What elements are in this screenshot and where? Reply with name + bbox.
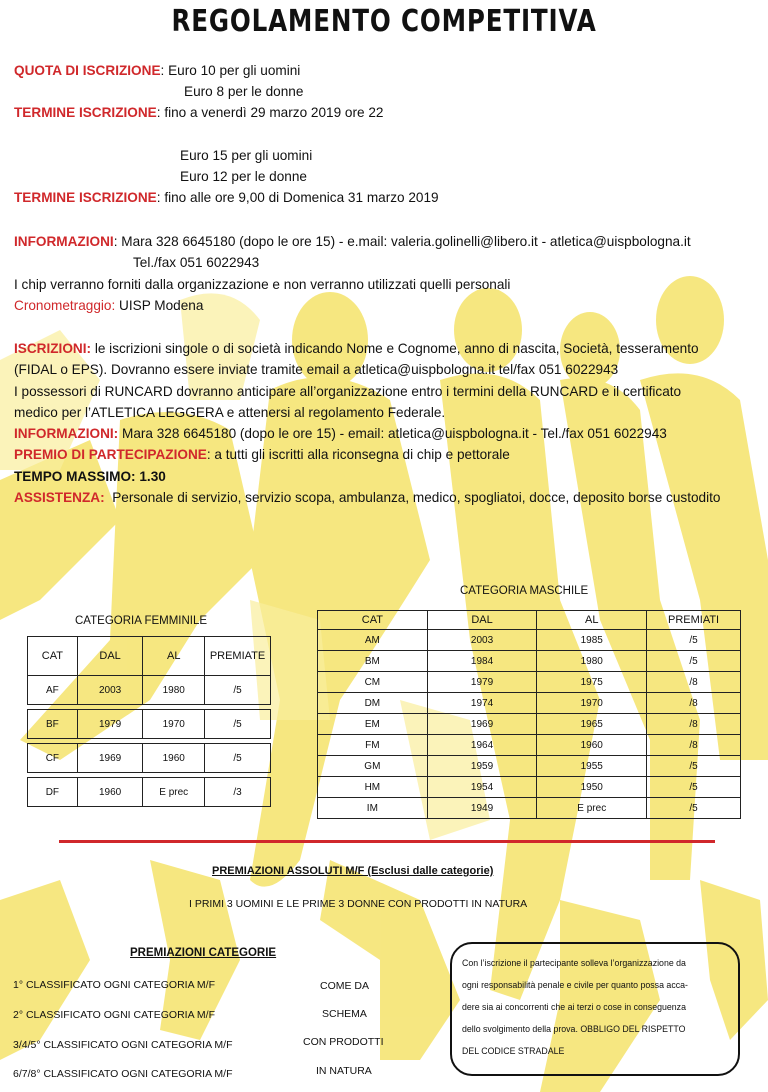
table-row [318,714,741,735]
crono-label: Cronometraggio: [14,298,116,313]
termine2-label: TERMINE ISCRIZIONE [14,190,157,205]
cell: 2003 [77,676,143,705]
cell: E prec [537,798,647,819]
iscrizioni-text1: le iscrizioni singole o di società indicando Nome e Cognome, anno di nascita, Società, tesseramento [94,341,699,356]
cell: 1964 [427,735,537,756]
iscrizioni-line2: (FIDAL o EPS). Dovranno essere inviate tramite email a atletica@uispbologna.it tel/fax 051 6022943 [14,362,619,377]
table-row [318,756,741,777]
page-title: REGOLAMENTO COMPETITIVA [171,4,597,39]
quota-men-line: QUOTA DI ISCRIZIONE: Euro 10 per gli uomini [14,63,301,78]
disclaimer-box [450,942,740,1076]
info1-label: INFORMAZIONI [14,234,114,249]
cell: 1980 [537,651,647,672]
cell: /5 [647,756,741,777]
cell: /5 [647,777,741,798]
cell: 1979 [427,672,537,693]
cell: /8 [647,735,741,756]
table-row [318,630,741,651]
cell: 1949 [427,798,537,819]
header-al: AL [143,637,205,676]
tempo-massimo: TEMPO MASSIMO: 1.30 [14,469,166,484]
cell: 1980 [143,676,205,705]
header-dal: DAL [427,611,537,630]
disclaimer-line: Con l’iscrizione il partecipante solleva l’organizzazione da [462,958,686,968]
premio-label: PREMIO DI PARTECIPAZIONE [14,447,207,462]
late-men: Euro 15 per gli uomini [180,148,313,163]
cell: 1970 [537,693,647,714]
premio-line: PREMIO DI PARTECIPAZIONE: a tutti gli iscritti alla riconsegna di chip e pettorale [14,447,510,462]
categorie-item: 6/7/8° CLASSIFICATO OGNI CATEGORIA M/F [13,1068,233,1080]
cell: 1960 [537,735,647,756]
header-cat: CAT [28,637,78,676]
chip-text: I chip verranno forniti dalla organizzazione e non verranno utilizzati quelli personali [14,277,511,292]
femminile-table [27,636,271,807]
iscrizioni-label: ISCRIZIONI: [14,341,92,356]
quota-label: QUOTA DI ISCRIZIONE [14,63,161,78]
categorie-item: 2° CLASSIFICATO OGNI CATEGORIA M/F [13,1009,215,1021]
categorie-right-4: IN NATURA [316,1065,372,1077]
cell: 1960 [77,778,143,807]
categorie-right-3: CON PRODOTTI [303,1036,384,1048]
header-premiati: PREMIATI [647,611,741,630]
cell: CF [28,744,78,773]
assistenza-label: ASSISTENZA: [14,490,105,505]
header-premiate: PREMIATE [205,637,271,676]
info1-text: Mara 328 6645180 (dopo le ore 15) - e.mail: valeria.golinelli@libero.it - atletica@uispbologna.it [121,234,691,249]
table-row [28,778,271,807]
categorie-item: 1° CLASSIFICATO OGNI CATEGORIA M/F [13,979,215,991]
cell: 1954 [427,777,537,798]
cell: 1960 [143,744,205,773]
cell: 2003 [427,630,537,651]
termine2-text: fino alle ore 9,00 di Domenica 31 marzo 2019 [164,190,439,205]
red-divider [59,840,715,843]
cell: /5 [205,744,271,773]
cell: 1969 [427,714,537,735]
late-women: Euro 12 per le donne [180,169,307,184]
info1-line: INFORMAZIONI: Mara 328 6645180 (dopo le ore 15) - e.mail: valeria.golinelli@libero.it - atletica@uispbologna.it [14,234,691,249]
femminile-caption: CATEGORIA FEMMINILE [75,615,208,627]
iscrizioni-line1 [14,340,699,358]
table-row [318,672,741,693]
assistenza-text: Personale di servizio, servizio scopa, ambulanza, medico, spogliatoi, docce, deposito borse custodito [112,490,721,505]
disclaimer-line: ogni responsabilità penale e civile per quanto possa acca- [462,980,688,990]
cell: CM [318,672,428,693]
cell: 1984 [427,651,537,672]
cell: /3 [205,778,271,807]
table-row [318,651,741,672]
premio-text: a tutti gli iscritti alla riconsegna di chip e pettorale [214,447,510,462]
table-header-row [318,611,741,630]
cell: GM [318,756,428,777]
cell: /5 [647,630,741,651]
termine1-label: TERMINE ISCRIZIONE [14,105,157,120]
cell: EM [318,714,428,735]
crono-value: UISP Modena [119,298,204,313]
cell: DM [318,693,428,714]
table-row [28,676,271,705]
table-row [28,710,271,739]
header-al: AL [537,611,647,630]
cell: E prec [143,778,205,807]
iscrizioni-line3: I possessori di RUNCARD dovranno anticipare all’organizzazione entro i termini della RUNCARD e il certificato [14,384,682,399]
header-dal: DAL [77,637,143,676]
iscrizioni-line4: medico per l’ATLETICA LEGGERA e attenersi al regolamento Federale. [14,405,446,420]
cell: BF [28,710,78,739]
assoluti-title: PREMIAZIONI ASSOLUTI M/F (Esclusi dalle categorie) [212,865,494,877]
termine1-text: fino a venerdì 29 marzo 2019 ore 22 [164,105,384,120]
cell: 1970 [143,710,205,739]
crono-line [14,297,203,315]
table-row [318,735,741,756]
disclaimer-line: dello svolgimento della prova. OBBLIGO DEL RISPETTO [462,1024,686,1034]
cell: AM [318,630,428,651]
cell: HM [318,777,428,798]
disclaimer-line: DEL CODICE STRADALE [462,1046,565,1056]
cell: /5 [205,676,271,705]
cell: 1959 [427,756,537,777]
table-row [28,744,271,773]
cell: BM [318,651,428,672]
info2-label: INFORMAZIONI: [14,426,119,441]
table-row [318,693,741,714]
cell: IM [318,798,428,819]
cell: /5 [647,651,741,672]
categorie-title: PREMIAZIONI CATEGORIE [130,947,277,959]
categorie-right-2: SCHEMA [322,1008,367,1020]
cell: 1965 [537,714,647,735]
cell: DF [28,778,78,807]
info1-tel: Tel./fax 051 6022943 [133,255,260,270]
cell: 1974 [427,693,537,714]
cell: /5 [205,710,271,739]
cell: AF [28,676,78,705]
assistenza-line [14,489,720,507]
info2-text: Mara 328 6645180 (dopo le ore 15) - email: atletica@uispbologna.it - Tel./fax 051 6022943 [122,426,667,441]
table-row [318,777,741,798]
info2-line [14,425,667,443]
cell: 1955 [537,756,647,777]
termine1-line: TERMINE ISCRIZIONE: fino a venerdì 29 marzo 2019 ore 22 [14,105,384,120]
cell: /8 [647,693,741,714]
cell: 1969 [77,744,143,773]
cell: 1950 [537,777,647,798]
quota-men: Euro 10 per gli uomini [168,63,301,78]
cell: /8 [647,714,741,735]
maschile-caption: CATEGORIA MASCHILE [460,585,589,597]
maschile-table [317,610,741,819]
cell: 1985 [537,630,647,651]
disclaimer-line: dere sia ai concorrenti che ai terzi o cose in conseguenza [462,1002,686,1012]
termine2-line: TERMINE ISCRIZIONE: fino alle ore 9,00 di Domenica 31 marzo 2019 [14,190,439,205]
categorie-item: 3/4/5° CLASSIFICATO OGNI CATEGORIA M/F [13,1039,233,1051]
cell: 1979 [77,710,143,739]
table-row [318,798,741,819]
table-header-row [28,637,271,676]
assoluti-text: I PRIMI 3 UOMINI E LE PRIME 3 DONNE CON PRODOTTI IN NATURA [189,898,528,910]
header-cat: CAT [318,611,428,630]
categorie-right-1: COME DA [320,980,370,992]
cell: /5 [647,798,741,819]
quota-women: Euro 8 per le donne [184,84,304,99]
cell: FM [318,735,428,756]
cell: 1975 [537,672,647,693]
cell: /8 [647,672,741,693]
